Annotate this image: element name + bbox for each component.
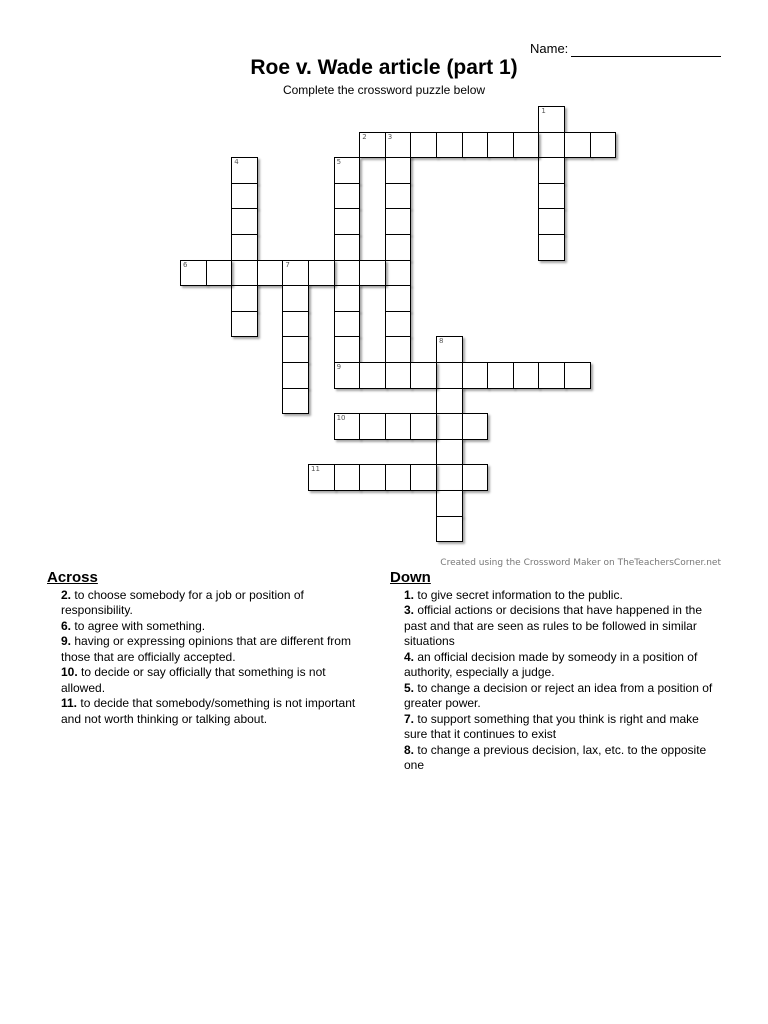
clue-text: to choose somebody for a job or position of responsibility. — [61, 587, 304, 617]
across-clue — [47, 619, 362, 635]
grid-cell[interactable] — [385, 336, 412, 363]
grid-cell[interactable] — [385, 208, 412, 235]
clue-number: 11. — [61, 696, 78, 710]
grid-cell[interactable] — [359, 464, 386, 491]
grid-cell[interactable] — [462, 413, 489, 440]
name-label: Name: — [530, 41, 569, 56]
cell-number: 9 — [336, 363, 342, 371]
down-clue — [390, 681, 720, 712]
clue-text: to agree with something. — [74, 618, 206, 633]
clue-number: 7. — [404, 711, 415, 726]
grid-cell[interactable] — [385, 157, 412, 184]
cell-number: 11 — [311, 465, 320, 474]
page-title: Roe v. Wade article (part 1) — [250, 56, 518, 79]
grid-cell[interactable] — [359, 132, 386, 159]
grid-cell[interactable] — [385, 311, 412, 338]
clue-text: to decide or say officially that something is not allowed. — [61, 665, 326, 695]
grid-cell[interactable] — [180, 260, 207, 287]
grid-cell[interactable] — [538, 362, 565, 389]
grid-cell[interactable] — [385, 260, 412, 287]
grid-cell[interactable] — [385, 132, 412, 159]
grid-cell[interactable] — [282, 388, 309, 415]
page-subtitle: Complete the crossword puzzle below — [282, 83, 486, 97]
clue-number: 1. — [404, 587, 415, 602]
grid-cell[interactable] — [410, 464, 437, 491]
grid-cell[interactable] — [462, 132, 489, 159]
grid-cell[interactable] — [334, 311, 361, 338]
grid-cell[interactable] — [334, 464, 361, 491]
grid-cell[interactable] — [462, 464, 489, 491]
grid-cell[interactable] — [410, 362, 437, 389]
grid-cell[interactable] — [436, 490, 463, 517]
clue-number: 9. — [61, 634, 72, 648]
clue-text: to give secret information to the public. — [417, 587, 623, 602]
grid-cell[interactable] — [385, 413, 412, 440]
grid-cell[interactable] — [231, 157, 258, 184]
down-clue — [390, 712, 720, 743]
clue-text: to change a decision or reject an idea from a position of greater power. — [404, 680, 713, 710]
grid-cell[interactable] — [513, 132, 540, 159]
cell-number: 2 — [362, 132, 367, 141]
grid-cell[interactable] — [538, 234, 565, 261]
down-clue — [390, 588, 720, 604]
cell-number: 1 — [541, 107, 546, 115]
grid-cell[interactable] — [590, 132, 617, 159]
grid-cell[interactable] — [231, 234, 258, 261]
clue-number: 2. — [61, 587, 72, 602]
down-clue — [390, 603, 720, 650]
grid-cell[interactable] — [385, 362, 412, 389]
grid-cell[interactable] — [487, 362, 514, 389]
grid-cell[interactable] — [231, 311, 258, 338]
clue-text: to change a previous decision, lax, etc. to the opposite one — [404, 742, 707, 772]
grid-cell[interactable] — [436, 464, 463, 491]
cell-number: 6 — [183, 260, 188, 269]
down-clues — [390, 570, 720, 774]
cell-number: 4 — [234, 158, 239, 167]
cell-number: 10 — [336, 414, 346, 423]
grid-cell[interactable] — [462, 362, 489, 389]
across-clue — [47, 588, 362, 619]
clue-text: to support something that you think is right and make sure that it continues to exist — [404, 711, 699, 741]
grid-cell[interactable] — [334, 413, 361, 440]
grid-cell[interactable] — [436, 362, 463, 389]
grid-cell[interactable] — [308, 464, 335, 491]
grid-cell[interactable] — [334, 285, 361, 312]
grid-cell[interactable] — [231, 260, 258, 287]
credit-text: Created using the Crossword Maker on TheTeachersCorner.net — [440, 558, 721, 568]
grid-cell[interactable] — [564, 362, 591, 389]
clue-number: 8. — [404, 742, 415, 757]
grid-cell[interactable] — [538, 157, 565, 184]
grid-cell[interactable] — [564, 132, 591, 159]
grid-cell[interactable] — [538, 208, 565, 235]
grid-cell[interactable] — [385, 234, 412, 261]
grid-cell[interactable] — [538, 183, 565, 210]
cell-number: 3 — [387, 132, 393, 141]
grid-cell[interactable] — [436, 439, 463, 466]
cell-number: 8 — [439, 337, 444, 346]
grid-cell[interactable] — [436, 413, 463, 440]
clue-text: an official decision made by someody in a position of authority, especially a judge. — [404, 649, 698, 679]
clue-number: 4. — [404, 649, 415, 664]
grid-cell[interactable] — [385, 464, 412, 491]
cell-number: 7 — [285, 260, 290, 269]
clue-text: having or expressing opinions that are different from those that are officially accepted. — [61, 634, 351, 664]
grid-cell[interactable] — [231, 183, 258, 210]
grid-cell[interactable] — [334, 208, 361, 235]
grid-cell[interactable] — [538, 106, 565, 133]
grid-cell[interactable] — [231, 285, 258, 312]
grid-cell[interactable] — [359, 260, 386, 287]
grid-cell[interactable] — [308, 260, 335, 287]
grid-cell[interactable] — [513, 362, 540, 389]
grid-cell[interactable] — [436, 336, 463, 363]
across-clue — [47, 665, 362, 696]
grid-cell[interactable] — [538, 132, 565, 159]
clue-number: 6. — [61, 618, 72, 633]
grid-cell[interactable] — [410, 413, 437, 440]
clue-text: to decide that somebody/something is not important and not worth thinking or talking about. — [61, 696, 356, 726]
grid-cell[interactable] — [410, 132, 437, 159]
clue-number: 10. — [61, 665, 78, 679]
down-heading: Down — [390, 569, 431, 586]
grid-cell[interactable] — [282, 362, 309, 389]
grid-cell[interactable] — [334, 234, 361, 261]
grid-cell[interactable] — [282, 285, 309, 312]
grid-cell[interactable] — [436, 516, 463, 543]
grid-cell[interactable] — [334, 260, 361, 287]
grid-cell[interactable] — [334, 183, 361, 210]
down-clue — [390, 743, 720, 774]
grid-cell[interactable] — [334, 362, 361, 389]
grid-cell[interactable] — [282, 336, 309, 363]
across-heading: Across — [47, 569, 98, 586]
across-clue — [47, 696, 362, 727]
grid-cell[interactable] — [385, 183, 412, 210]
down-clue — [390, 650, 720, 681]
clue-number: 5. — [404, 680, 415, 695]
across-clues — [47, 570, 362, 727]
grid-cell[interactable] — [436, 388, 463, 415]
grid-cell[interactable] — [282, 260, 309, 287]
grid-cell[interactable] — [385, 285, 412, 312]
grid-cell[interactable] — [334, 157, 361, 184]
clue-text: official actions or decisions that have happened in the past and that are seen as rules to be followed in similar situations — [404, 603, 702, 648]
grid-cell[interactable] — [359, 362, 386, 389]
clue-number: 3. — [404, 603, 415, 617]
grid-cell[interactable] — [257, 260, 284, 287]
cell-number: 5 — [336, 158, 342, 167]
grid-cell[interactable] — [359, 413, 386, 440]
grid-cell[interactable] — [487, 132, 514, 159]
grid-cell[interactable] — [436, 132, 463, 159]
across-clue — [47, 634, 362, 665]
grid-cell[interactable] — [334, 336, 361, 363]
grid-cell[interactable] — [206, 260, 233, 287]
grid-cell[interactable] — [282, 311, 309, 338]
grid-cell[interactable] — [231, 208, 258, 235]
